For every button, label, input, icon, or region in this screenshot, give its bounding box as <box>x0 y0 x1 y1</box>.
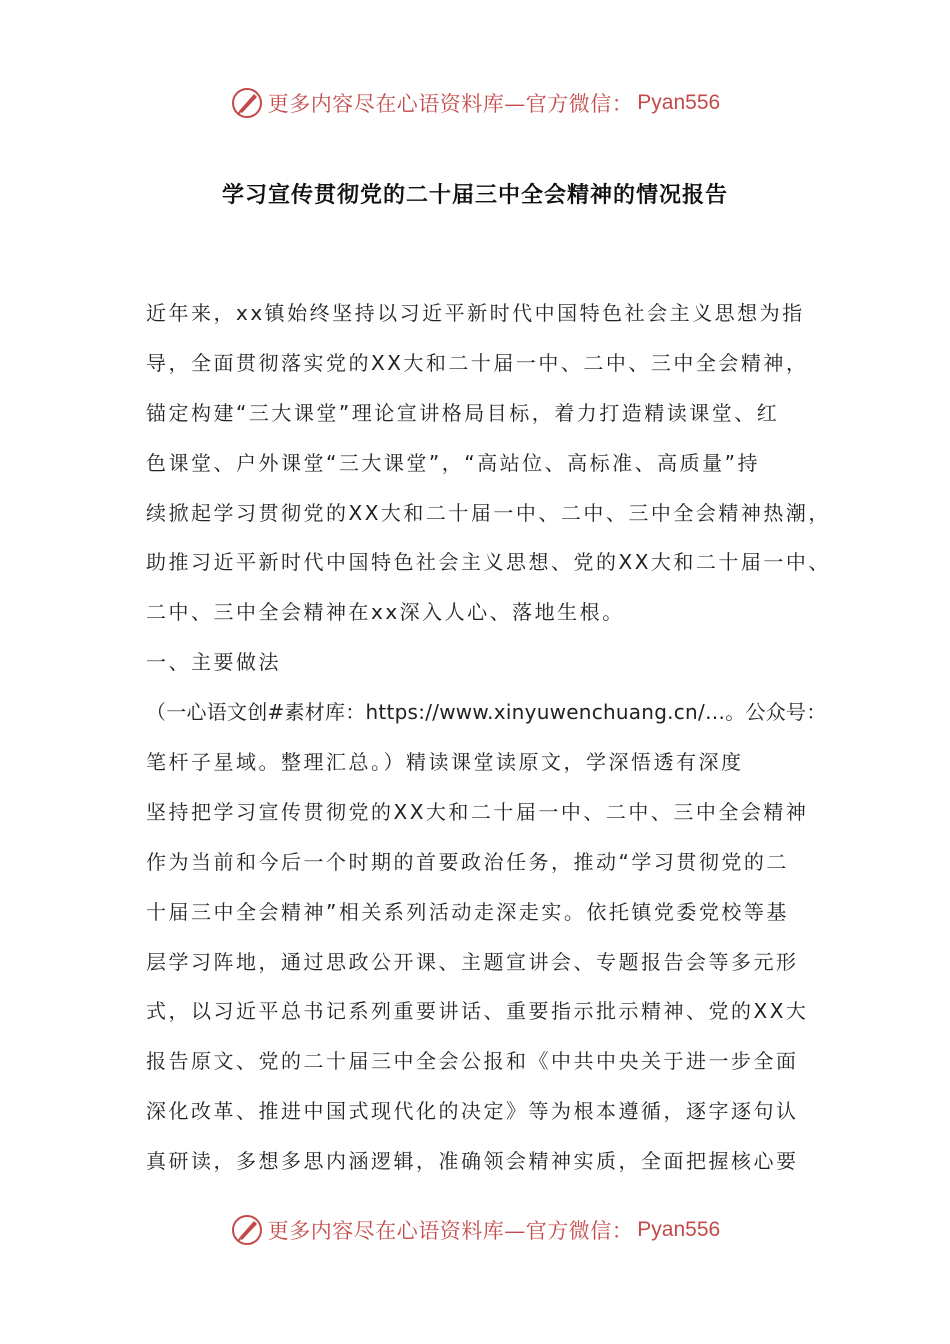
body-line: 式，以习近平总书记系列重要讲话、重要指示批示精神、党的XX大 <box>146 999 809 1024</box>
watermark-banner-bottom <box>0 1205 950 1255</box>
body-line: （一心语文创#素材库：https://www.xinyuwenchuang.cn/…。公众号： <box>146 700 827 725</box>
body-line: 色课堂、户外课堂“三大课堂”，“高站位、高标准、高质量”持 <box>146 450 760 475</box>
watermark-text: 更多内容尽在心语资料库—官方微信： <box>267 92 634 116</box>
document-body <box>146 292 836 1190</box>
body-line: 十届三中全会精神”相关系列活动走深走实。依托镇党委党校等基 <box>146 899 789 924</box>
watermark-wechat-id: Pyan556 <box>637 1218 721 1241</box>
body-line: 近年来，xx镇始终坚持以习近平新时代中国特色社会主义思想为指 <box>146 301 805 325</box>
watermark-text: 更多内容尽在心语资料库—官方微信： <box>267 1219 634 1243</box>
body-line: 笔杆子星域。整理汇总。）精读课堂读原文，学深悟透有深度 <box>146 750 744 775</box>
watermark-wechat-id: Pyan556 <box>637 91 721 114</box>
body-line: 坚持把学习宣传贯彻党的XX大和二十届一中、二中、三中全会精神 <box>146 799 809 824</box>
body-line: 二中、三中全会精神在xx深入人心、落地生根。 <box>146 600 625 625</box>
watermark-banner-top <box>0 78 950 128</box>
body-line: 报告原文、党的二十届三中全会公报和《中共中央关于进一步全面 <box>146 1049 799 1074</box>
body-line: 续掀起学习贯彻党的XX大和二十届一中、二中、三中全会精神热潮， <box>146 500 831 525</box>
body-line: 深化改革、推进中国式现代化的决定》等为根本遵循，逐字逐句认 <box>146 1099 799 1124</box>
quill-logo-icon <box>230 86 264 120</box>
body-line: 锚定构建“三大课堂”理论宣讲格局目标，着力打造精读课堂、红 <box>146 400 780 425</box>
body-line: 层学习阵地，通过思政公开课、主题宣讲会、专题报告会等多元形 <box>146 949 799 974</box>
body-line: 真研读，多想多思内涵逻辑，准确领会精神实质，全面把握核心要 <box>146 1149 799 1174</box>
body-line: 导，全面贯彻落实党的XX大和二十届一中、二中、三中全会精神， <box>146 350 809 375</box>
body-line: 助推习近平新时代中国特色社会主义思想、党的XX大和二十届一中、 <box>146 550 831 575</box>
section-heading: 一、主要做法 <box>146 650 281 675</box>
document-title: 学习宣传贯彻党的二十届三中全会精神的情况报告 <box>221 183 728 208</box>
body-line: 作为当前和今后一个时期的首要政治任务，推动“学习贯彻党的二 <box>146 849 789 874</box>
quill-logo-icon <box>230 1213 264 1247</box>
